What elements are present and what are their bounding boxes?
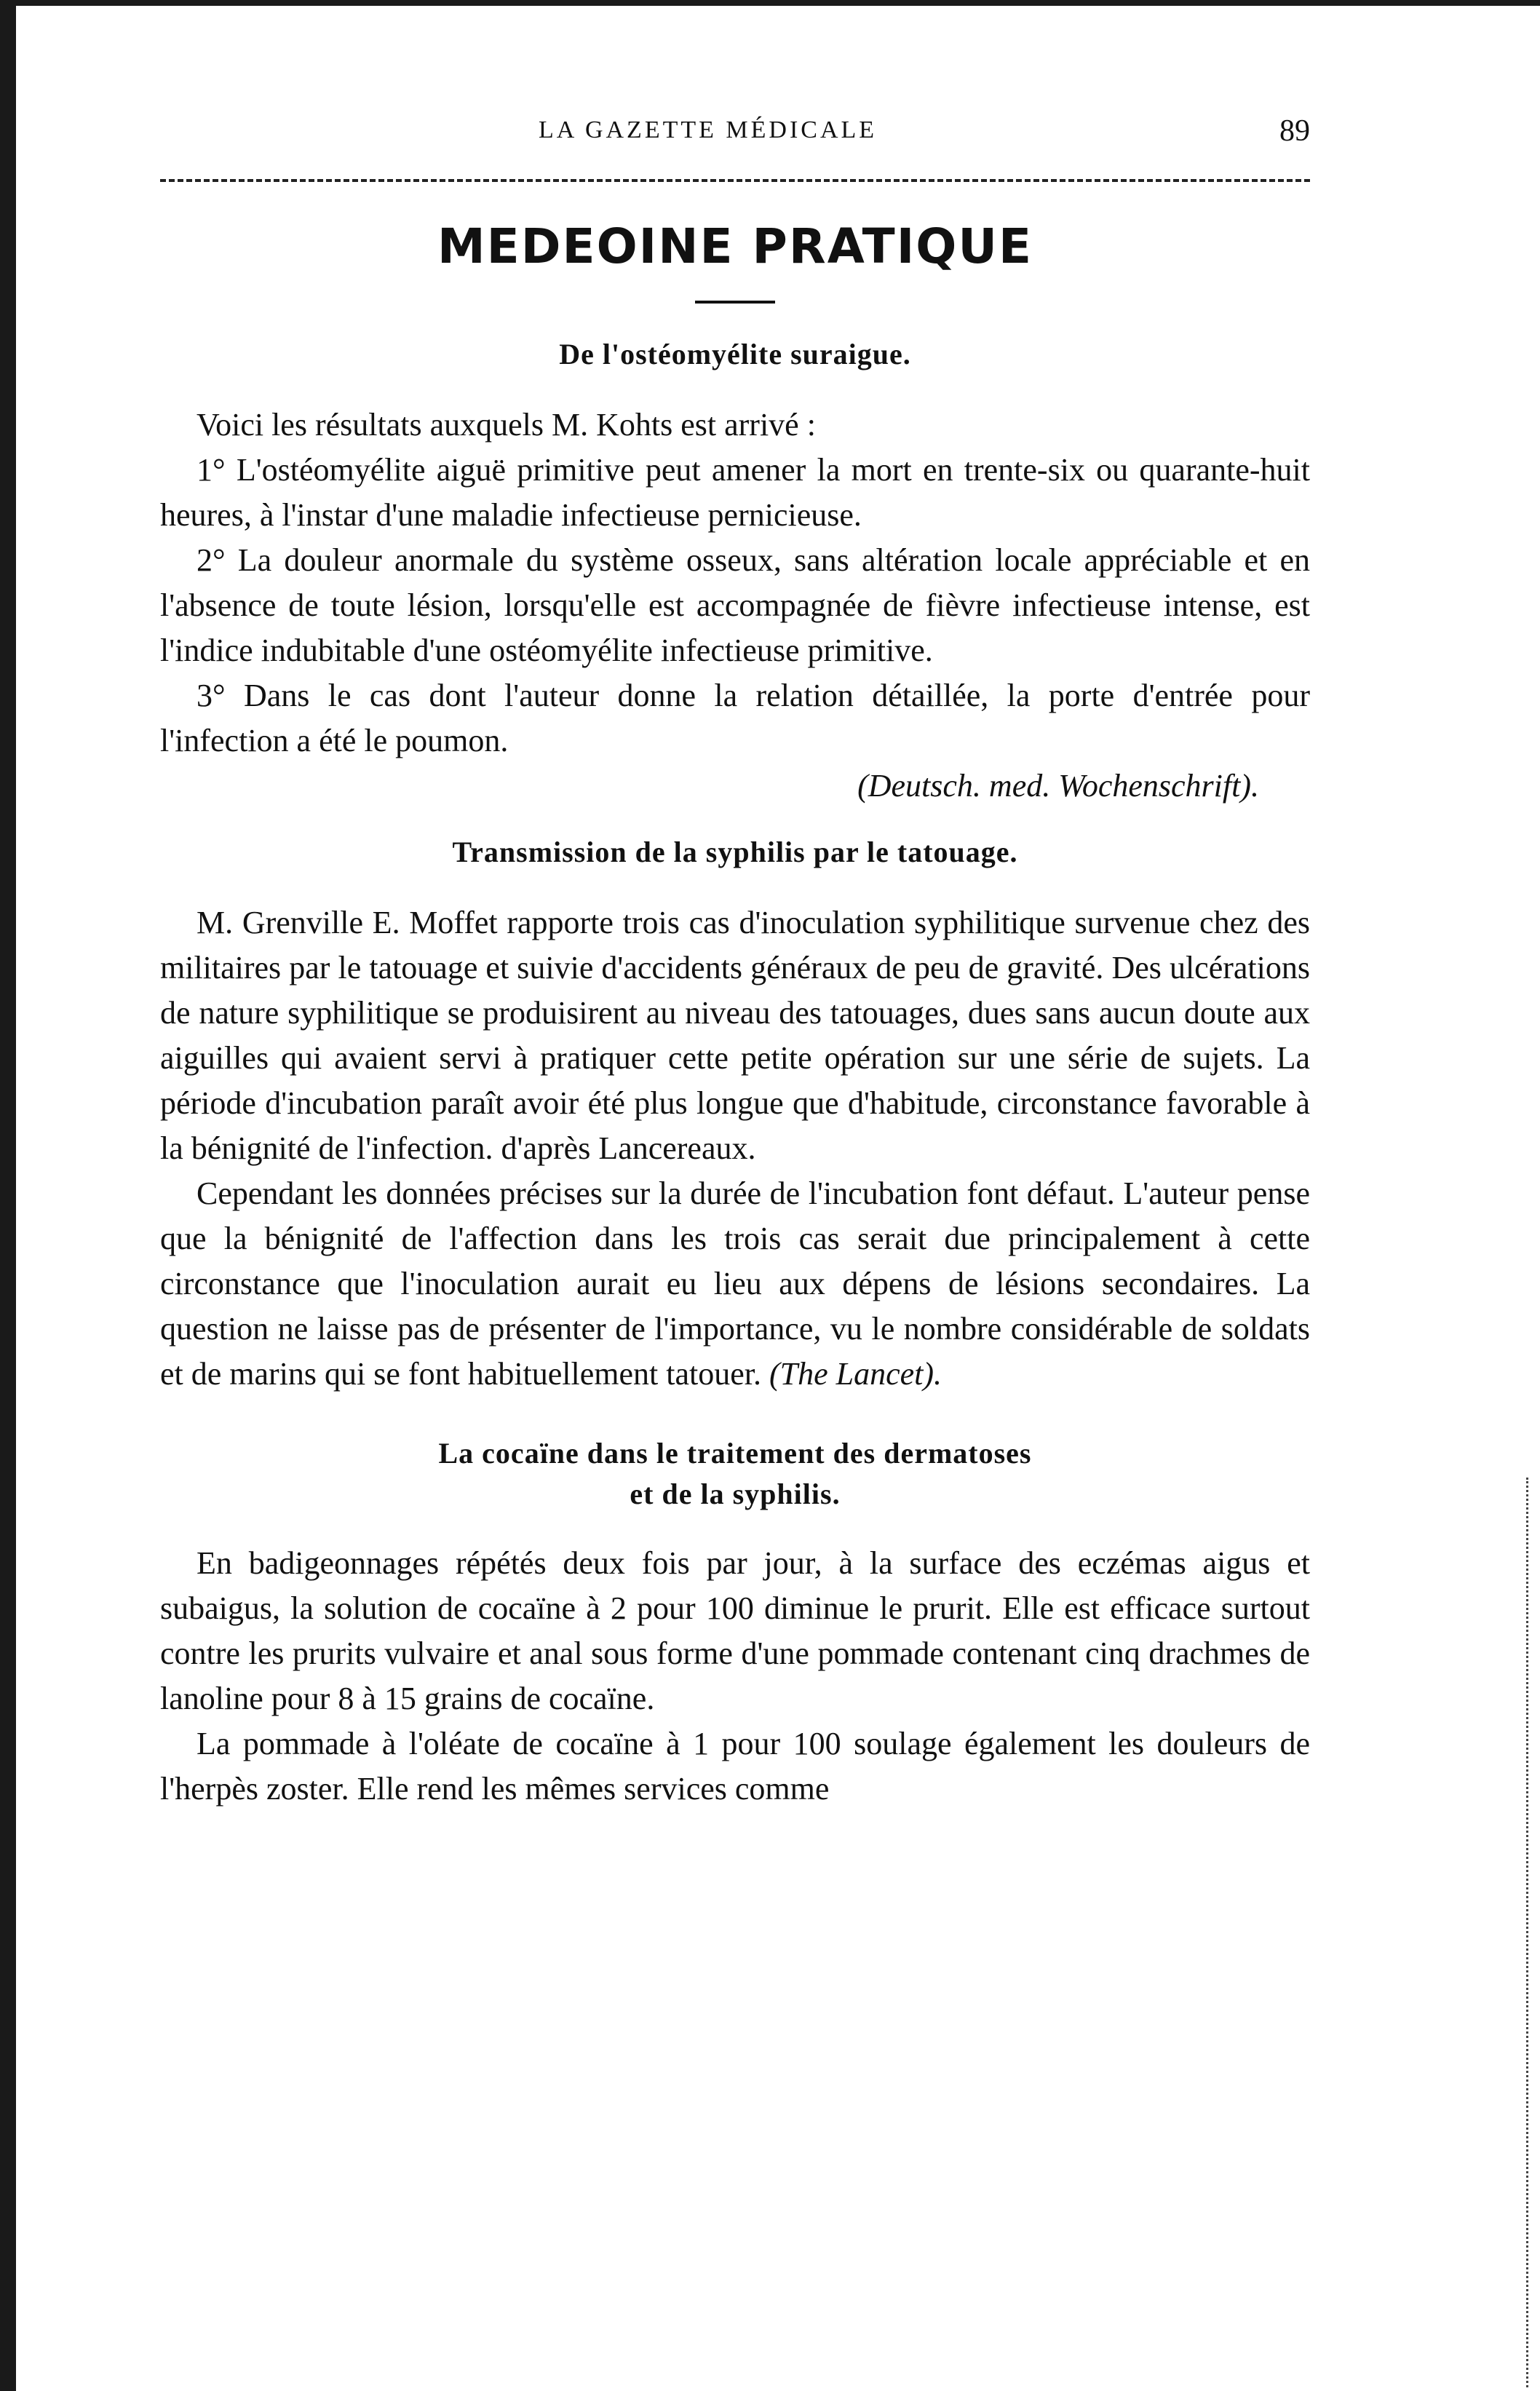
paragraph: La pommade à l'oléate de cocaïne à 1 pour 100 soulage également les douleurs de l'herpès zoster. Elle rend les mêmes services comme — [160, 1726, 1310, 1807]
paragraph: 3° Dans le cas dont l'auteur donne la relation détaillée, la porte d'entrée pour l'infection a été le poumon. — [160, 678, 1310, 758]
source-citation: (The Lancet). — [769, 1356, 942, 1392]
article-title-line: et de la syphilis. — [630, 1478, 841, 1510]
running-title: LA GAZETTE MÉDICALE — [539, 116, 878, 143]
article-syphilis-tatouage — [160, 830, 1310, 1397]
article-title-line: La cocaïne dans le traitement des dermatoses — [438, 1437, 1032, 1470]
header-rule — [160, 179, 1310, 182]
article-title: De l'ostéomyélite suraigue. — [559, 338, 911, 370]
page — [160, 109, 1310, 1812]
paragraph: En badigeonnages répétés deux fois par jour, à la surface des eczémas aigus et subaigus, la solution de cocaïne à 2 pour 100 diminue le prurit. Elle est efficace surtout contre les prurits vulvaire et anal sous forme d'une pommade contenant cinq drachmes de lanoline pour 8 à 15 grains de cocaïne. — [160, 1545, 1310, 1716]
section-title: MEDEOINE PRATIQUE — [437, 218, 1033, 274]
scan-border-top — [0, 0, 1540, 6]
paragraph: Voici les résultats auxquels M. Kohts est arrivé : — [197, 407, 816, 443]
paragraph — [160, 1171, 1310, 1397]
article-title: Transmission de la syphilis par le tatouage. — [452, 836, 1018, 868]
article-title — [160, 1433, 1310, 1515]
paragraph: 2° La douleur anormale du système osseux, sans altération locale appréciable et en l'absence de toute lésion, lorsqu'elle est accompagnée de fièvre infectieuse intense, est l'indice indubitable d'une ostéomyélite infectieuse primitive. — [160, 542, 1310, 668]
scan-border-left — [0, 0, 16, 2391]
paragraph-text: Cependant les données précises sur la durée de l'incubation font défaut. L'auteur pense que la bénignité de l'affection dans les trois cas serait due principalement à cette circonstance que l'inoculation aurait eu lieu aux dépens de lésions secondaires. La question ne laisse pas de présenter de l'importance, vu le nombre considérable de soldats et de marins qui se font habituellement tatouer. — [160, 1175, 1310, 1392]
paragraph: M. Grenville E. Moffet rapporte trois cas d'inoculation syphilitique survenue chez des militaires par le tatouage et suivie d'accidents généraux de peu de gravité. Des ulcérations de nature syphilitique se produisirent au niveau des tatouages, dues sans aucun doute aux aiguilles qui avaient servi à pratiquer cette petite opération sur une série de sujets. La période d'incubation paraît avoir été plus longue que d'habitude, circonstance favorable à la bénignité de l'infection. d'après Lancereaux. — [160, 905, 1310, 1166]
section-rule — [695, 301, 775, 304]
page-number: 89 — [1279, 114, 1310, 148]
article-osteomyelite — [160, 333, 1310, 809]
paragraph: 1° L'ostéomyélite aiguë primitive peut amener la mort en trente-six ou quarante-huit heures, à l'instar d'une maladie infectieuse pernicieuse. — [160, 452, 1310, 533]
running-head — [160, 109, 1310, 153]
scan-border-right — [1523, 1478, 1528, 2387]
article-cocaine — [160, 1433, 1310, 1812]
source-citation: (Deutsch. med. Wochenschrift). — [857, 768, 1259, 804]
